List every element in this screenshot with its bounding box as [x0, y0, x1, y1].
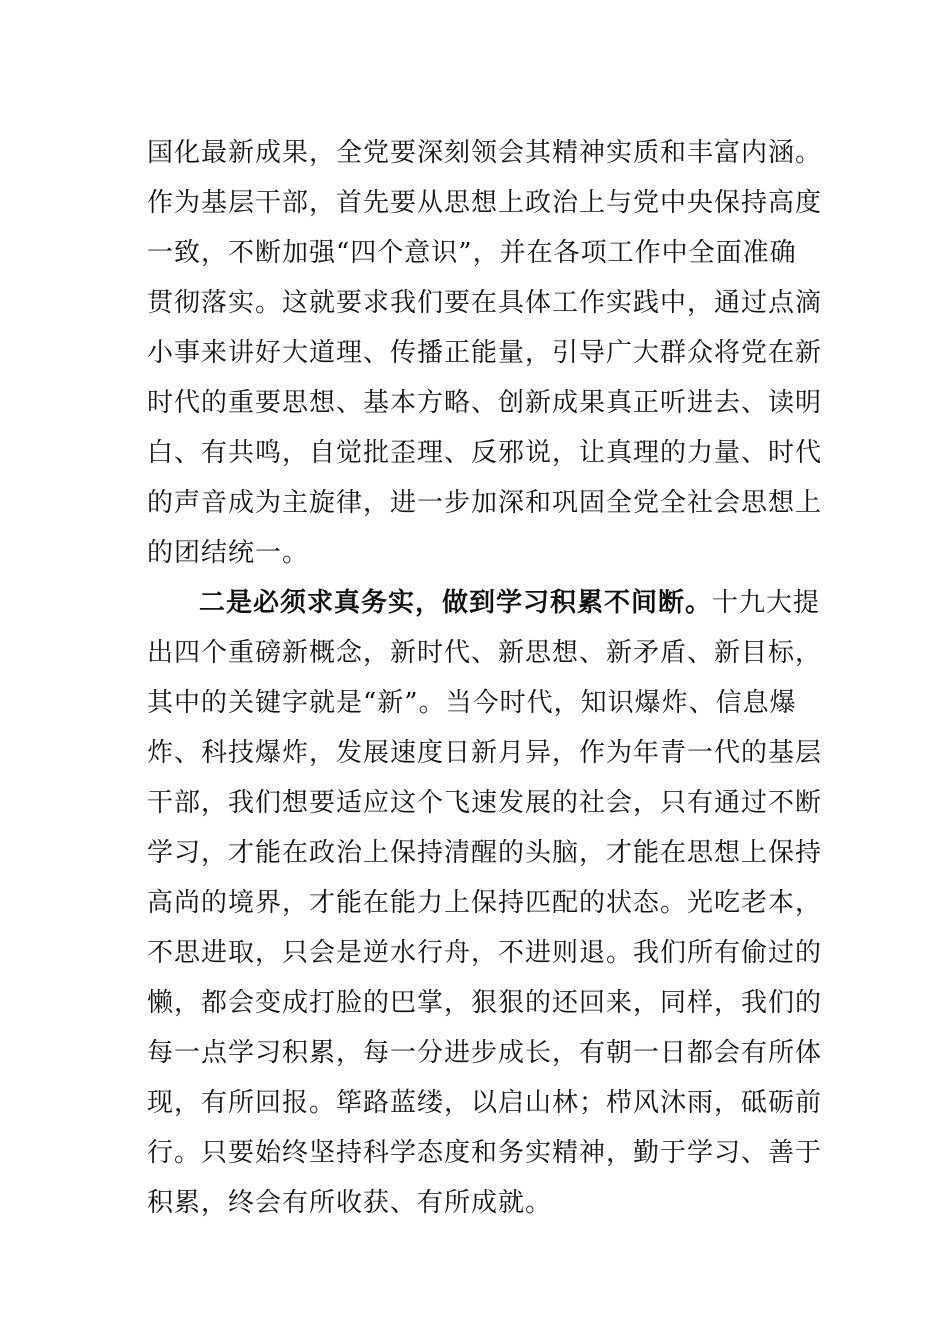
paragraph-1-line: 小事来讲好大道理、传播正能量，引导广大群众将党在新: [147, 338, 823, 368]
paragraph-1-line: 贯彻落实。这就要求我们要在具体工作实践中，通过点滴: [147, 288, 823, 318]
paragraph-2-line: 干部，我们想要适应这个飞速发展的社会，只有通过不断: [147, 788, 823, 818]
paragraph-1-line: 国化最新成果，全党要深刻领会其精神实质和丰富内涵。: [147, 138, 823, 168]
paragraph-1-line: 的团结统一。: [147, 538, 310, 568]
document-body: [147, 128, 823, 1228]
paragraph-2-first-line: [147, 578, 821, 628]
paragraph-2-line: 学习，才能在政治上保持清醒的头脑，才能在思想上保持: [147, 838, 823, 868]
paragraph-2-line: 每一点学习积累，每一分进步成长，有朝一日都会有所体: [147, 1038, 823, 1068]
paragraph-2-line: 炸、科技爆炸，发展速度日新月异，作为年青一代的基层: [147, 738, 823, 768]
paragraph-2-line: 高尚的境界，才能在能力上保持匹配的状态。光吃老本，: [147, 888, 823, 918]
paragraph-2-line: 其中的关键字就是“新”。当今时代，知识爆炸、信息爆: [147, 688, 797, 718]
paragraph-2-first-line-rest: 十九大提: [712, 588, 821, 618]
paragraph-2-line: 行。只要始终坚持科学态度和务实精神，勤于学习、善于: [147, 1138, 823, 1168]
paragraph-2-line: 不思进取，只会是逆水行舟，不进则退。我们所有偷过的: [147, 938, 823, 968]
paragraph-1-line: 作为基层干部，首先要从思想上政治上与党中央保持高度: [147, 188, 823, 218]
paragraph-1: [147, 128, 823, 578]
paragraph-1-line: 一致，不断加强“四个意识”，并在各项工作中全面准确: [147, 238, 797, 268]
paragraph-2: [147, 578, 823, 1228]
paragraph-1-line: 的声音成为主旋律，进一步加深和巩固全党全社会思想上: [147, 488, 823, 518]
paragraph-1-line: 白、有共鸣，自觉批歪理、反邪说，让真理的力量、时代: [147, 438, 823, 468]
paragraph-2-lead-sentence: 二是必须求真务实，做到学习积累不间断。: [199, 588, 713, 618]
paragraph-2-line: 积累，终会有所收获、有所成就。: [147, 1188, 553, 1218]
paragraph-2-line: 懒，都会变成打脸的巴掌，狠狠的还回来，同样，我们的: [147, 988, 823, 1018]
paragraph-2-line: 出四个重磅新概念，新时代、新思想、新矛盾、新目标，: [147, 638, 823, 668]
paragraph-1-line: 时代的重要思想、基本方略、创新成果真正听进去、读明: [147, 388, 823, 418]
paragraph-2-line: 现，有所回报。筚路蓝缕，以启山林；栉风沐雨，砥砺前: [147, 1088, 823, 1118]
